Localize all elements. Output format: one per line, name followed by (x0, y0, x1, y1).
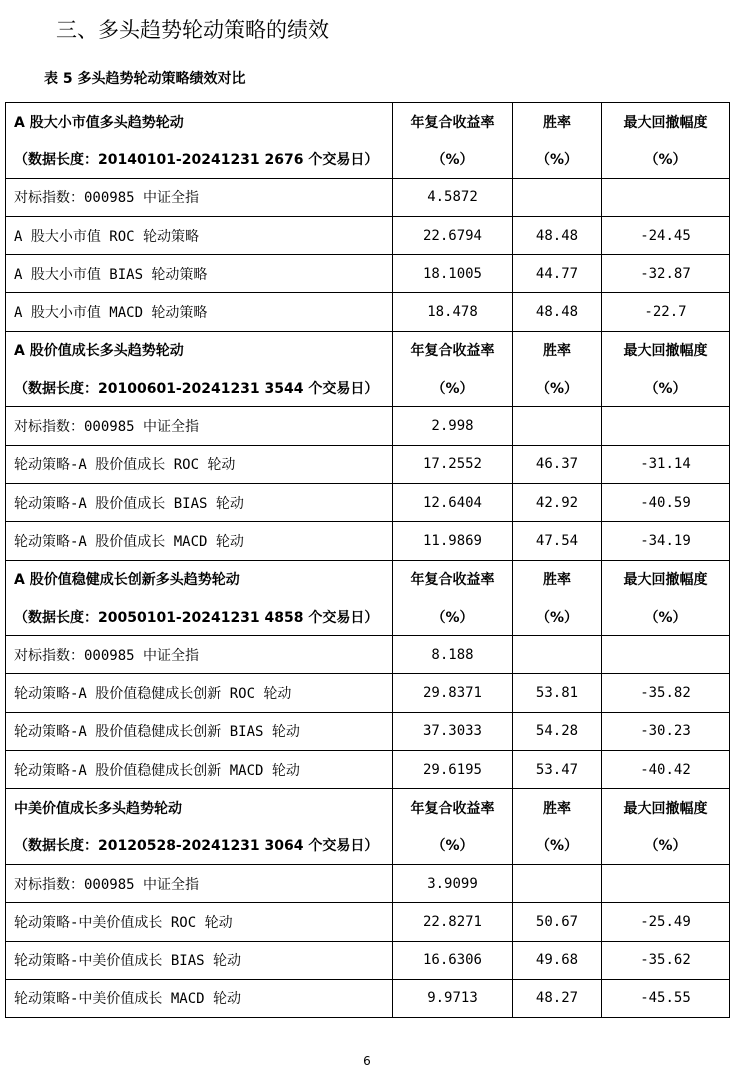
max-drawdown-header: 最大回撤幅度 (602, 789, 730, 827)
table-row (6, 712, 730, 750)
strategy-name: A 股大小市值 ROC 轮动策略 (6, 216, 393, 254)
annual-return-value: 29.6195 (393, 751, 513, 789)
max-drawdown-header: 最大回撤幅度 (602, 331, 730, 369)
annual-return-value: 2.998 (393, 407, 513, 445)
max-drawdown-value: -30.23 (602, 712, 730, 750)
max-drawdown-value: -32.87 (602, 255, 730, 293)
win-rate-value: 42.92 (513, 483, 602, 521)
max-drawdown-value: -40.59 (602, 483, 730, 521)
annual-return-header: 年复合收益率 (393, 560, 513, 598)
annual-return-value: 4.5872 (393, 178, 513, 216)
section-title: 三、多头趋势轮动策略的绩效 (56, 18, 329, 42)
table-row (6, 522, 730, 560)
annual-return-value: 22.8271 (393, 903, 513, 941)
strategy-name: 对标指数：000985 中证全指 (6, 864, 393, 902)
annual-return-value: 37.3033 (393, 712, 513, 750)
strategy-name: A 股大小市值 BIAS 轮动策略 (6, 255, 393, 293)
strategy-name: 轮动策略-A 股价值稳健成长创新 MACD 轮动 (6, 751, 393, 789)
unit-label: （%） (602, 140, 730, 178)
table-row (6, 407, 730, 445)
annual-return-value: 11.9869 (393, 522, 513, 560)
table-row (6, 483, 730, 521)
strategy-name: 轮动策略-中美价值成长 ROC 轮动 (6, 903, 393, 941)
group-data-range: （数据长度：20100601-20241231 3544 个交易日） (6, 369, 393, 407)
annual-return-header: 年复合收益率 (393, 789, 513, 827)
group-title: 中美价值成长多头趋势轮动 (6, 789, 393, 827)
win-rate-value (513, 864, 602, 902)
win-rate-header: 胜率 (513, 789, 602, 827)
group-data-range: （数据长度：20120528-20241231 3064 个交易日） (6, 827, 393, 865)
win-rate-value: 48.48 (513, 216, 602, 254)
group-header-row (6, 103, 730, 141)
unit-label: （%） (393, 598, 513, 636)
table-row (6, 178, 730, 216)
max-drawdown-value: -40.42 (602, 751, 730, 789)
strategy-name: 对标指数：000985 中证全指 (6, 178, 393, 216)
annual-return-value: 12.6404 (393, 483, 513, 521)
win-rate-header: 胜率 (513, 560, 602, 598)
unit-label: （%） (393, 827, 513, 865)
win-rate-header: 胜率 (513, 103, 602, 141)
unit-label: （%） (513, 827, 602, 865)
table-row (6, 979, 730, 1017)
table-row (6, 636, 730, 674)
group-title: A 股价值稳健成长创新多头趋势轮动 (6, 560, 393, 598)
win-rate-value: 49.68 (513, 941, 602, 979)
group-data-range: （数据长度：20050101-20241231 4858 个交易日） (6, 598, 393, 636)
win-rate-value: 46.37 (513, 445, 602, 483)
max-drawdown-header: 最大回撤幅度 (602, 103, 730, 141)
win-rate-value (513, 178, 602, 216)
win-rate-value (513, 636, 602, 674)
performance-table-body (6, 103, 730, 1018)
table-caption: 表 5 多头趋势轮动策略绩效对比 (44, 71, 246, 87)
unit-label: （%） (602, 369, 730, 407)
table-row (6, 864, 730, 902)
group-title: A 股大小市值多头趋势轮动 (6, 103, 393, 141)
strategy-name: 轮动策略-中美价值成长 MACD 轮动 (6, 979, 393, 1017)
win-rate-value: 48.48 (513, 293, 602, 331)
group-header-row (6, 331, 730, 369)
annual-return-value: 9.9713 (393, 979, 513, 1017)
strategy-name: 轮动策略-A 股价值成长 ROC 轮动 (6, 445, 393, 483)
win-rate-value: 47.54 (513, 522, 602, 560)
max-drawdown-value (602, 636, 730, 674)
strategy-name: 轮动策略-A 股价值成长 MACD 轮动 (6, 522, 393, 560)
group-subheader-row (6, 140, 730, 178)
strategy-name: 对标指数：000985 中证全指 (6, 407, 393, 445)
table-row (6, 255, 730, 293)
group-header-row (6, 560, 730, 598)
unit-label: （%） (513, 140, 602, 178)
max-drawdown-header: 最大回撤幅度 (602, 560, 730, 598)
page-number: 6 (363, 1054, 371, 1068)
strategy-name: 轮动策略-A 股价值成长 BIAS 轮动 (6, 483, 393, 521)
strategy-name: 轮动策略-中美价值成长 BIAS 轮动 (6, 941, 393, 979)
annual-return-header: 年复合收益率 (393, 103, 513, 141)
group-data-range: （数据长度：20140101-20241231 2676 个交易日） (6, 140, 393, 178)
unit-label: （%） (393, 140, 513, 178)
annual-return-header: 年复合收益率 (393, 331, 513, 369)
annual-return-value: 17.2552 (393, 445, 513, 483)
win-rate-value (513, 407, 602, 445)
group-subheader-row (6, 598, 730, 636)
table-row (6, 941, 730, 979)
group-subheader-row (6, 827, 730, 865)
table-row (6, 216, 730, 254)
unit-label: （%） (513, 369, 602, 407)
max-drawdown-value: -24.45 (602, 216, 730, 254)
unit-label: （%） (602, 827, 730, 865)
win-rate-header: 胜率 (513, 331, 602, 369)
annual-return-value: 3.9099 (393, 864, 513, 902)
max-drawdown-value (602, 178, 730, 216)
unit-label: （%） (513, 598, 602, 636)
table-row (6, 293, 730, 331)
strategy-name: 轮动策略-A 股价值稳健成长创新 BIAS 轮动 (6, 712, 393, 750)
max-drawdown-value: -45.55 (602, 979, 730, 1017)
strategy-name: 对标指数：000985 中证全指 (6, 636, 393, 674)
win-rate-value: 44.77 (513, 255, 602, 293)
performance-table (5, 102, 730, 1018)
table-row (6, 674, 730, 712)
win-rate-value: 48.27 (513, 979, 602, 1017)
annual-return-value: 22.6794 (393, 216, 513, 254)
group-header-row (6, 789, 730, 827)
annual-return-value: 16.6306 (393, 941, 513, 979)
unit-label: （%） (602, 598, 730, 636)
table-row (6, 751, 730, 789)
annual-return-value: 18.1005 (393, 255, 513, 293)
annual-return-value: 18.478 (393, 293, 513, 331)
win-rate-value: 54.28 (513, 712, 602, 750)
max-drawdown-value: -34.19 (602, 522, 730, 560)
max-drawdown-value: -25.49 (602, 903, 730, 941)
max-drawdown-value: -22.7 (602, 293, 730, 331)
max-drawdown-value: -35.62 (602, 941, 730, 979)
max-drawdown-value (602, 864, 730, 902)
group-subheader-row (6, 369, 730, 407)
win-rate-value: 53.81 (513, 674, 602, 712)
annual-return-value: 29.8371 (393, 674, 513, 712)
group-title: A 股价值成长多头趋势轮动 (6, 331, 393, 369)
strategy-name: 轮动策略-A 股价值稳健成长创新 ROC 轮动 (6, 674, 393, 712)
win-rate-value: 50.67 (513, 903, 602, 941)
strategy-name: A 股大小市值 MACD 轮动策略 (6, 293, 393, 331)
unit-label: （%） (393, 369, 513, 407)
table-row (6, 445, 730, 483)
win-rate-value: 53.47 (513, 751, 602, 789)
table-row (6, 903, 730, 941)
max-drawdown-value (602, 407, 730, 445)
max-drawdown-value: -31.14 (602, 445, 730, 483)
annual-return-value: 8.188 (393, 636, 513, 674)
max-drawdown-value: -35.82 (602, 674, 730, 712)
